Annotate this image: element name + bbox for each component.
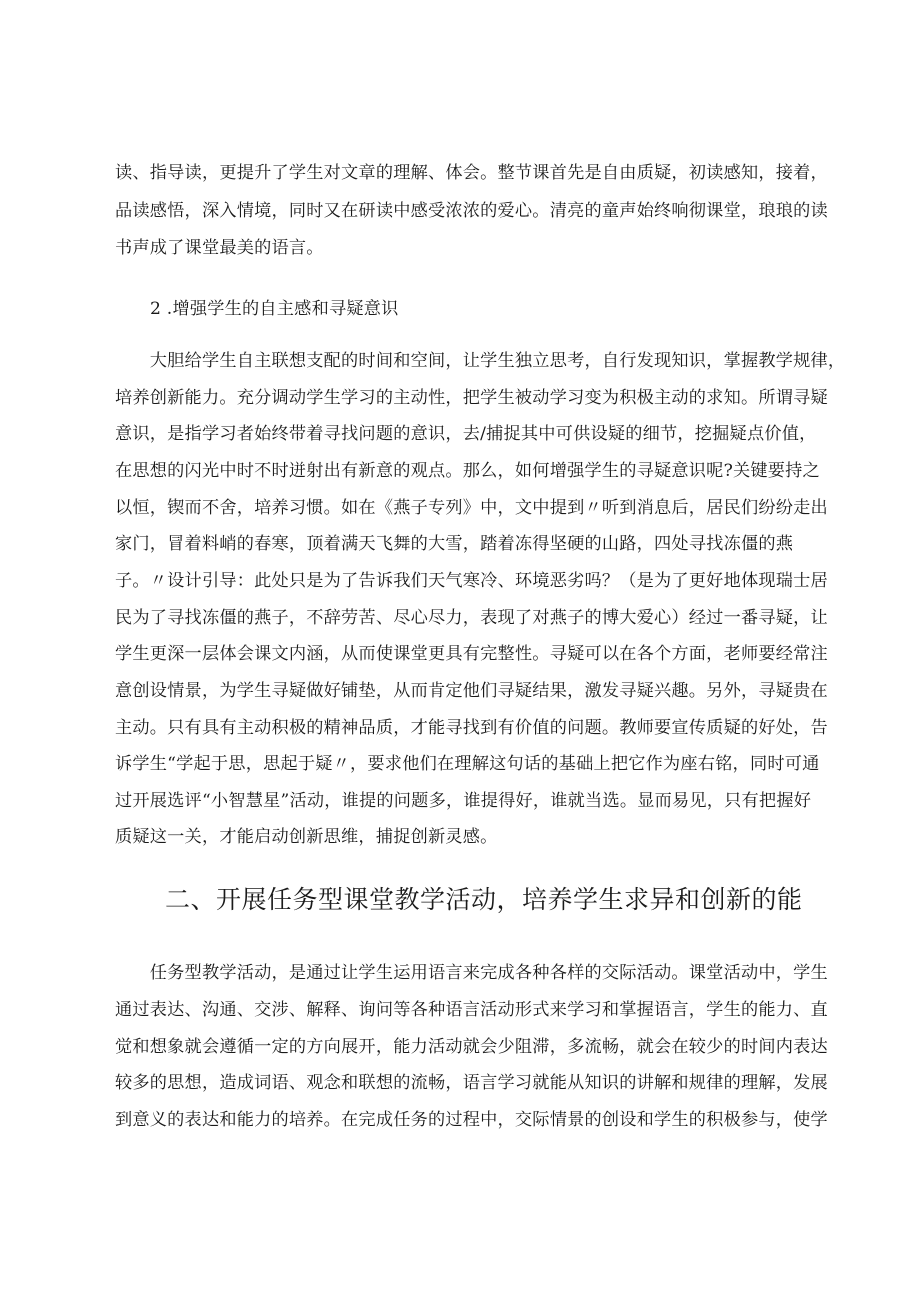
- section-heading: 二、开展任务型课堂教学活动，培养学生求异和创新的能: [165, 885, 803, 914]
- paragraph-2-line-12: 诉学生“学起于思，思起于疑〃，要求他们在理解这句话的基础上把它作为座右铭，同时可通: [115, 754, 820, 774]
- paragraph-3-line-3: 觉和想象就会遵循一定的方向展开，能力活动就会少阻滞，多流畅，就会在较少的时间内表达: [115, 1037, 828, 1057]
- paragraph-2-line-11: 主动。只有具有主动积极的精神品质，才能寻找到有价值的问题。教师要宣传质疑的好处，告: [115, 718, 828, 738]
- paragraph-3-line-4: 较多的思想，造成词语、观念和联想的流畅，语言学习就能从知识的讲解和规律的理解，发展: [115, 1073, 828, 1093]
- paragraph-2-line-7: 子。〃设计引导：此处只是为了告诉我们天气寒冷、环境恶劣吗？（是为了更好地体现瑞士居: [115, 571, 828, 591]
- paragraph-2-line-5: 以恒，锲而不舍，培养习惯。如在《燕子专列》中，文中提到〃听到消息后，居民们纷纷走出: [115, 498, 828, 518]
- subheading: 2 .增强学生的自主感和寻疑意识: [150, 299, 399, 319]
- paragraph-2-line-8: 民为了寻找冻僵的燕子，不辞劳苦、尽心尽力，表现了对燕子的博大爱心）经过一番寻疑，让: [115, 608, 828, 628]
- paragraph-2-line-1: 大胆给学生自主联想支配的时间和空间，让学生独立思考，自行发现知识，掌握教学规律，: [115, 351, 846, 371]
- paragraph-2-line-14: 质疑这一关，才能启动创新思维，捕捉创新灵感。: [115, 827, 498, 847]
- paragraph-2-line-10: 意创设情景，为学生寻疑做好铺垫，从而肯定他们寻疑结果，激发寻疑兴趣。另外，寻疑贵在: [115, 681, 828, 701]
- paragraph-3-line-1: 任务型教学活动，是通过让学生运用语言来完成各种各样的交际活动。课堂活动中，学生: [115, 963, 828, 983]
- paragraph-2-line-3: 意识，是指学习者始终带着寻找问题的意识，去/捕捉其中可供设疑的细节，挖掘疑点价值，: [115, 424, 817, 444]
- paragraph-3-line-2: 通过表达、沟通、交涉、解释、询问等各种语言活动形式来学习和掌握语言，学生的能力、直: [115, 1000, 828, 1020]
- paragraph-2-line-9: 学生更深一层体会课文内涵，从而使课堂更具有完整性。寻疑可以在各个方面，老师要经常注: [115, 644, 828, 664]
- paragraph-1-line-3: 书声成了课堂最美的语言。: [115, 238, 324, 258]
- paragraph-3-line-5: 到意义的表达和能力的培养。在完成任务的过程中，交际情景的创设和学生的积极参与，使学: [115, 1110, 828, 1130]
- paragraph-1-line-2: 品读感悟，深入情境，同时又在研读中感受浓浓的爱心。清亮的童声始终响彻课堂，琅琅的读: [115, 201, 828, 221]
- paragraph-2-line-6: 家门，冒着料峭的春寒，顶着满天飞舞的大雪，踏着冻得坚硬的山路，四处寻找冻僵的燕: [115, 534, 794, 554]
- paragraph-2-line-2: 培养创新能力。充分调动学生学习的主动性，把学生被动学习变为积极主动的求知。所谓寻疑: [115, 388, 828, 408]
- paragraph-1-line-1: 读、指导读，更提升了学生对文章的理解、体会。整节课首先是自由质疑，初读感知，接着，: [115, 163, 828, 183]
- paragraph-2-line-4: 在思想的闪光中时不时迸射出有新意的观点。那么，如何增强学生的寻疑意识呢?关键要持之: [115, 461, 820, 481]
- paragraph-2-line-13: 过开展选评“小智慧星”活动，谁提的问题多，谁提得好，谁就当选。显而易见，只有把握好: [115, 791, 812, 811]
